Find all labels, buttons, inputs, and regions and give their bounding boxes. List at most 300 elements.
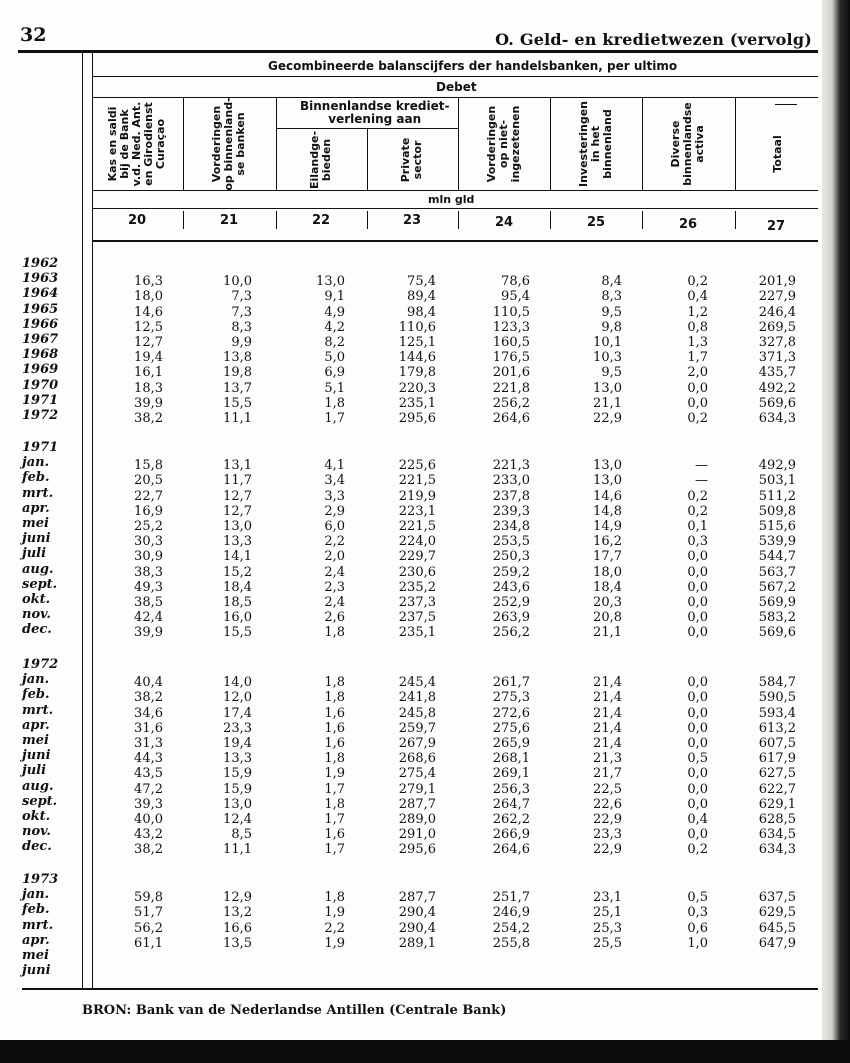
row-label: 1969 <box>22 362 59 378</box>
table-cell: 223,1 <box>398 503 436 519</box>
table-cell: 0,4 <box>687 812 708 827</box>
table-cell: 1,7 <box>687 350 708 366</box>
table-cell: 289,0 <box>398 812 436 827</box>
table-cell: 13,3 <box>223 751 252 767</box>
table-cell: 1,8 <box>324 751 345 767</box>
table-cell: 12,9 <box>223 890 252 906</box>
table-cell: 0,0 <box>687 595 708 610</box>
row-label: apr. <box>22 932 50 948</box>
table-cell: 0,5 <box>687 890 708 906</box>
table-cell: 22,9 <box>593 842 622 858</box>
table-cell: 233,0 <box>492 473 530 489</box>
table-cell: 21,4 <box>593 690 622 706</box>
row-label: jan. <box>22 887 50 903</box>
table-cell: 5,1 <box>324 380 345 396</box>
table-cell: 15,9 <box>223 766 252 782</box>
table-cell: 12,7 <box>223 488 252 504</box>
table-cell: 16,9 <box>134 503 163 519</box>
row-label: aug. <box>22 778 54 794</box>
table-cell: 25,5 <box>593 935 622 951</box>
top-rule <box>18 50 818 53</box>
row-label: sept. <box>22 576 58 592</box>
table-cell: 8,5 <box>231 827 252 843</box>
col-number-27: 27 <box>766 219 786 234</box>
table-cell: 0,1 <box>687 519 708 534</box>
table-cell: 13,0 <box>223 796 252 812</box>
table-cell: 13,0 <box>223 519 252 534</box>
table-cell: 201,6 <box>492 365 530 381</box>
table-cell: 253,5 <box>492 534 530 550</box>
table-cell: 38,3 <box>134 564 163 580</box>
table-cell: 18,4 <box>593 579 622 595</box>
table-cell: 13,0 <box>593 380 622 396</box>
colnum-tick-7 <box>735 211 736 229</box>
col-number-22: 22 <box>311 213 331 228</box>
table-cell: 269,1 <box>492 766 530 782</box>
table-cell: 9,5 <box>601 365 622 381</box>
row-label: mrt. <box>22 702 54 718</box>
row-label: apr. <box>22 500 50 516</box>
table-cell: 14,1 <box>223 549 252 565</box>
table-cell: 511,2 <box>758 488 796 504</box>
row-label: juni <box>22 748 51 764</box>
table-cell: 246,9 <box>492 905 530 921</box>
table-cell: 245,8 <box>398 705 436 721</box>
table-cell: 1,8 <box>324 690 345 706</box>
colnum-tick-2 <box>276 211 277 229</box>
col-23-header: Private sector <box>399 137 424 183</box>
table-cell: 40,4 <box>134 675 163 691</box>
table-cell: 634,3 <box>758 411 796 426</box>
col-rule-1 <box>183 98 184 190</box>
table-cell: 583,2 <box>758 610 796 626</box>
table-cell: 17,7 <box>593 549 622 565</box>
table-cell: 0,5 <box>687 751 708 767</box>
table-cell: 221,3 <box>492 458 530 474</box>
table-cell: 25,3 <box>593 920 622 936</box>
page-number: 32 <box>20 24 47 46</box>
table-cell: 12,7 <box>223 503 252 519</box>
table-cell: 8,3 <box>601 289 622 305</box>
table-cell: 0,0 <box>687 610 708 626</box>
row-label: 1965 <box>22 301 59 317</box>
table-cell: 264,7 <box>492 796 530 812</box>
table-cell: 2,9 <box>324 503 345 519</box>
scan-edge-bottom <box>0 1040 850 1063</box>
table-cell: 622,7 <box>758 781 796 797</box>
table-cell: 634,3 <box>758 842 796 858</box>
table-cell: 239,3 <box>492 503 530 519</box>
table-cell: 250,3 <box>492 549 530 565</box>
table-cell: 30,3 <box>134 534 163 550</box>
table-cell: 569,6 <box>758 625 796 641</box>
scan-edge-right <box>822 0 850 1063</box>
table-cell: 1,9 <box>324 766 345 782</box>
table-cell: 21,4 <box>593 705 622 721</box>
table-cell: 6,9 <box>324 365 345 381</box>
table-cell: 12,7 <box>134 335 163 350</box>
table-cell: 23,1 <box>593 890 622 906</box>
row-label: aug. <box>22 561 54 577</box>
table-cell: 13,7 <box>223 380 252 396</box>
table-cell: 38,2 <box>134 842 163 858</box>
table-cell: 0,0 <box>687 380 708 396</box>
table-cell: 1,8 <box>324 796 345 812</box>
table-cell: 8,3 <box>231 319 252 335</box>
table-cell: 51,7 <box>134 905 163 921</box>
row-label: apr. <box>22 717 50 733</box>
table-cell: 61,1 <box>134 935 163 951</box>
table-cell: 18,0 <box>134 289 163 305</box>
table-cell: 268,6 <box>398 751 436 767</box>
table-cell: 1,6 <box>324 827 345 843</box>
table-cell: 2,6 <box>324 610 345 626</box>
colnum-tick-3 <box>367 211 368 229</box>
row-label: 1964 <box>22 286 59 302</box>
table-cell: 2,4 <box>324 595 345 610</box>
table-cell: 31,6 <box>134 720 163 736</box>
table-cell: 0,0 <box>687 625 708 641</box>
table-cell: 637,5 <box>758 890 796 906</box>
table-cell: 0,8 <box>687 319 708 335</box>
row-label: mei <box>22 733 49 748</box>
row-label: okt. <box>22 809 51 824</box>
table-cell: 4,2 <box>324 319 345 335</box>
table-cell: 0,0 <box>687 781 708 797</box>
table-cell: 11,1 <box>223 842 252 858</box>
table-cell: 634,5 <box>758 827 796 843</box>
table-cell: 14,8 <box>593 503 622 519</box>
table-cell: 16,0 <box>223 610 252 626</box>
unit-label: mln gld <box>428 193 475 206</box>
table-cell: 647,9 <box>758 935 796 951</box>
table-cell: 327,8 <box>758 335 796 350</box>
table-cell: 144,6 <box>398 350 436 366</box>
table-cell: 1,7 <box>324 411 345 426</box>
table-cell: 235,1 <box>398 625 436 641</box>
table-cell: 237,5 <box>398 610 436 626</box>
block-heading-year: 1973 <box>22 872 59 887</box>
table-cell: 569,6 <box>758 395 796 411</box>
col-22-header: Eilandge- bieden <box>308 130 333 190</box>
table-cell: 110,6 <box>398 319 436 335</box>
table-cell: 39,9 <box>134 625 163 641</box>
table-cell: 255,8 <box>492 935 530 951</box>
table-cell: 291,0 <box>398 827 436 843</box>
table-cell: 492,2 <box>758 380 796 396</box>
table-cell: 2,4 <box>324 564 345 580</box>
table-cell: 259,2 <box>492 564 530 580</box>
table-cell: 584,7 <box>758 675 796 691</box>
table-cell: 287,7 <box>398 890 436 906</box>
table-cell: 563,7 <box>758 564 796 580</box>
table-cell: 617,9 <box>758 751 796 767</box>
table-cell: 1,7 <box>324 812 345 827</box>
table-cell: 0,0 <box>687 766 708 782</box>
table-cell: 0,0 <box>687 675 708 691</box>
table-cell: 38,2 <box>134 690 163 706</box>
row-label: sept. <box>22 793 58 809</box>
table-cell: 264,6 <box>492 842 530 858</box>
totaal-dash <box>775 104 797 105</box>
table-cell: 237,8 <box>492 488 530 504</box>
row-label: 1972 <box>22 408 59 423</box>
table-cell: 628,5 <box>758 812 796 827</box>
debet-rule <box>92 97 818 98</box>
table-cell: 237,3 <box>398 595 436 610</box>
table-cell: 44,3 <box>134 751 163 767</box>
table-cell: 43,5 <box>134 766 163 782</box>
table-cell: 503,1 <box>758 473 796 489</box>
table-cell: 22,5 <box>593 781 622 797</box>
table-cell: 243,6 <box>492 579 530 595</box>
table-cell: 265,9 <box>492 736 530 751</box>
table-cell: 1,7 <box>324 842 345 858</box>
row-label: mrt. <box>22 917 54 933</box>
table-cell: 607,5 <box>758 736 796 751</box>
table-cell: 629,5 <box>758 905 796 921</box>
table-cell: 290,4 <box>398 905 436 921</box>
table-cell: 1,6 <box>324 705 345 721</box>
table-cell: 21,4 <box>593 736 622 751</box>
table-cell: 2,2 <box>324 920 345 936</box>
table-cell: 229,7 <box>398 549 436 565</box>
table-cell: 567,2 <box>758 579 796 595</box>
row-label: nov. <box>22 607 51 623</box>
table-cell: 95,4 <box>501 289 530 305</box>
table-cell: 246,4 <box>758 304 796 320</box>
table-cell: 539,9 <box>758 534 796 550</box>
table-cell: 234,8 <box>492 519 530 534</box>
table-cell: 262,2 <box>492 812 530 827</box>
table-cell: 78,6 <box>501 274 530 290</box>
table-cell: 30,9 <box>134 549 163 565</box>
table-cell: 20,5 <box>134 473 163 489</box>
row-label: 1970 <box>22 377 59 393</box>
table-cell: 1,6 <box>324 720 345 736</box>
table-cell: 49,3 <box>134 579 163 595</box>
table-cell: 261,7 <box>492 675 530 691</box>
table-cell: 0,2 <box>687 274 708 290</box>
table-cell: 56,2 <box>134 920 163 936</box>
table-cell: 21,4 <box>593 720 622 736</box>
table-cell: 254,2 <box>492 920 530 936</box>
bottom-rule <box>22 988 818 990</box>
row-label: mei <box>22 948 49 963</box>
table-cell: 251,7 <box>492 890 530 906</box>
table-cell: 19,8 <box>223 365 252 381</box>
table-cell: 40,0 <box>134 812 163 827</box>
stub-inner-rule <box>82 53 83 988</box>
table-cell: 23,3 <box>593 827 622 843</box>
table-cell: 1,7 <box>324 781 345 797</box>
table-cell: 1,2 <box>687 304 708 320</box>
table-cell: 19,4 <box>223 736 252 751</box>
table-cell: 38,5 <box>134 595 163 610</box>
table-cell: 201,9 <box>758 274 796 290</box>
col-number-23: 23 <box>402 213 422 228</box>
table-cell: 492,9 <box>758 458 796 474</box>
table-cell: 263,9 <box>492 610 530 626</box>
table-cell: 4,9 <box>324 304 345 320</box>
table-cell: 5,0 <box>324 350 345 366</box>
table-cell: 2,0 <box>687 365 708 381</box>
unit-rule <box>92 208 818 209</box>
col-number-24: 24 <box>494 215 514 230</box>
stub-vertical-rule <box>92 53 93 988</box>
table-cell: 10,1 <box>593 335 622 350</box>
table-cell: 16,1 <box>134 365 163 381</box>
table-cell: 22,7 <box>134 488 163 504</box>
table-cell: 221,8 <box>492 380 530 396</box>
table-cell: 1,9 <box>324 905 345 921</box>
table-cell: 9,9 <box>231 335 252 350</box>
table-cell: 0,0 <box>687 705 708 721</box>
table-cell: 279,1 <box>398 781 436 797</box>
table-cell: 0,0 <box>687 720 708 736</box>
table-cell: 645,5 <box>758 920 796 936</box>
row-label: nov. <box>22 824 51 840</box>
table-cell: 266,9 <box>492 827 530 843</box>
col-rule-7 <box>735 98 736 190</box>
table-cell: 19,4 <box>134 350 163 366</box>
table-cell: 3,4 <box>324 473 345 489</box>
colnum-tick-4 <box>458 211 459 229</box>
table-cell: 13,3 <box>223 534 252 550</box>
table-cell: 0,0 <box>687 690 708 706</box>
table-cell: 245,4 <box>398 675 436 691</box>
table-cell: 252,9 <box>492 595 530 610</box>
row-label: 1971 <box>22 392 59 408</box>
table-cell: 593,4 <box>758 705 796 721</box>
row-label: juli <box>22 763 47 779</box>
table-cell: 6,0 <box>324 519 345 534</box>
col-number-25: 25 <box>586 215 606 230</box>
row-label: dec. <box>22 839 52 855</box>
table-cell: 1,8 <box>324 890 345 906</box>
table-cell: 10,0 <box>223 274 252 290</box>
table-cell: 627,5 <box>758 766 796 782</box>
table-cell: 2,2 <box>324 534 345 550</box>
table-cell: 0,0 <box>687 395 708 411</box>
table-cell: 1,9 <box>324 935 345 951</box>
row-label: 1967 <box>22 332 59 347</box>
table-cell: 12,4 <box>223 812 252 827</box>
table-cell: 272,6 <box>492 705 530 721</box>
colnum-tick-1 <box>183 211 184 229</box>
table-cell: 590,5 <box>758 690 796 706</box>
table-title: Gecombineerde balanscijfers der handelsbanken, per ultimo <box>268 59 678 73</box>
table-cell: 3,3 <box>324 488 345 504</box>
table-cell: 13,0 <box>593 458 622 474</box>
table-cell: 2,0 <box>324 549 345 565</box>
col-26-header: Diverse binnenlandse activa <box>669 102 706 186</box>
table-cell: 14,0 <box>223 675 252 691</box>
table-cell: 1,3 <box>687 335 708 350</box>
table-cell: 230,6 <box>398 564 436 580</box>
row-label: jan. <box>22 455 50 471</box>
table-cell: 15,5 <box>223 625 252 641</box>
col-24-header: Vorderingen op niet- ingezetenen <box>485 105 522 183</box>
table-cell: 8,2 <box>324 335 345 350</box>
col-21-header: Vorderingen op binnenland- se banken <box>210 97 247 191</box>
table-cell: 15,5 <box>223 395 252 411</box>
table-cell: 0,0 <box>687 579 708 595</box>
table-cell: 544,7 <box>758 549 796 565</box>
col-25-header: Investeringen in het binnenland <box>577 100 614 188</box>
table-cell: 12,0 <box>223 690 252 706</box>
table-cell: 16,2 <box>593 534 622 550</box>
table-cell: 179,8 <box>398 365 436 381</box>
table-cell: 59,8 <box>134 890 163 906</box>
row-label: mei <box>22 516 49 531</box>
table-cell: 0,3 <box>687 534 708 550</box>
table-cell: 241,8 <box>398 690 436 706</box>
col-number-26: 26 <box>678 217 698 232</box>
table-cell: 10,3 <box>593 350 622 366</box>
table-cell: 47,2 <box>134 781 163 797</box>
table-cell: 123,3 <box>492 319 530 335</box>
table-cell: 295,6 <box>398 411 436 426</box>
table-cell: 259,7 <box>398 720 436 736</box>
table-cell: 0,0 <box>687 827 708 843</box>
table-cell: 256,2 <box>492 395 530 411</box>
table-cell: 176,5 <box>492 350 530 366</box>
table-cell: 435,7 <box>758 365 796 381</box>
table-cell: 18,0 <box>593 564 622 580</box>
table-cell: 569,9 <box>758 595 796 610</box>
table-cell: 268,1 <box>492 751 530 767</box>
table-cell: 17,4 <box>223 705 252 721</box>
table-cell: 25,2 <box>134 519 163 534</box>
row-label: 1968 <box>22 347 59 363</box>
table-cell: 14,6 <box>593 488 622 504</box>
table-cell: 12,5 <box>134 319 163 335</box>
table-cell: 264,6 <box>492 411 530 426</box>
table-cell: 8,4 <box>601 274 622 290</box>
table-cell: 13,0 <box>316 274 345 290</box>
table-cell: 0,4 <box>687 289 708 305</box>
table-cell: 160,5 <box>492 335 530 350</box>
colnum-tick-5 <box>550 211 551 229</box>
table-cell: 1,8 <box>324 625 345 641</box>
table-cell: 0,0 <box>687 796 708 812</box>
section-title: O. Geld- en kredietwezen (vervolg) <box>495 30 812 49</box>
table-cell: 16,3 <box>134 274 163 290</box>
row-label: okt. <box>22 592 51 607</box>
table-cell: 22,9 <box>593 411 622 426</box>
table-cell: 256,3 <box>492 781 530 797</box>
table-cell: 0,3 <box>687 905 708 921</box>
table-cell: 13,8 <box>223 350 252 366</box>
table-cell: 235,2 <box>398 579 436 595</box>
table-cell: 14,9 <box>593 519 622 534</box>
table-cell: 269,5 <box>758 319 796 335</box>
table-cell: — <box>695 473 708 489</box>
table-cell: 11,7 <box>223 473 252 489</box>
table-cell: 15,2 <box>223 564 252 580</box>
table-cell: 14,6 <box>134 304 163 320</box>
table-cell: 38,2 <box>134 411 163 426</box>
table-cell: 0,0 <box>687 549 708 565</box>
table-cell: 235,1 <box>398 395 436 411</box>
col-number-20: 20 <box>127 213 147 228</box>
row-label: 1966 <box>22 316 59 332</box>
table-cell: 13,0 <box>593 473 622 489</box>
block-heading-year: 1972 <box>22 657 59 672</box>
table-cell: 629,1 <box>758 796 796 812</box>
table-cell: 13,1 <box>223 458 252 474</box>
